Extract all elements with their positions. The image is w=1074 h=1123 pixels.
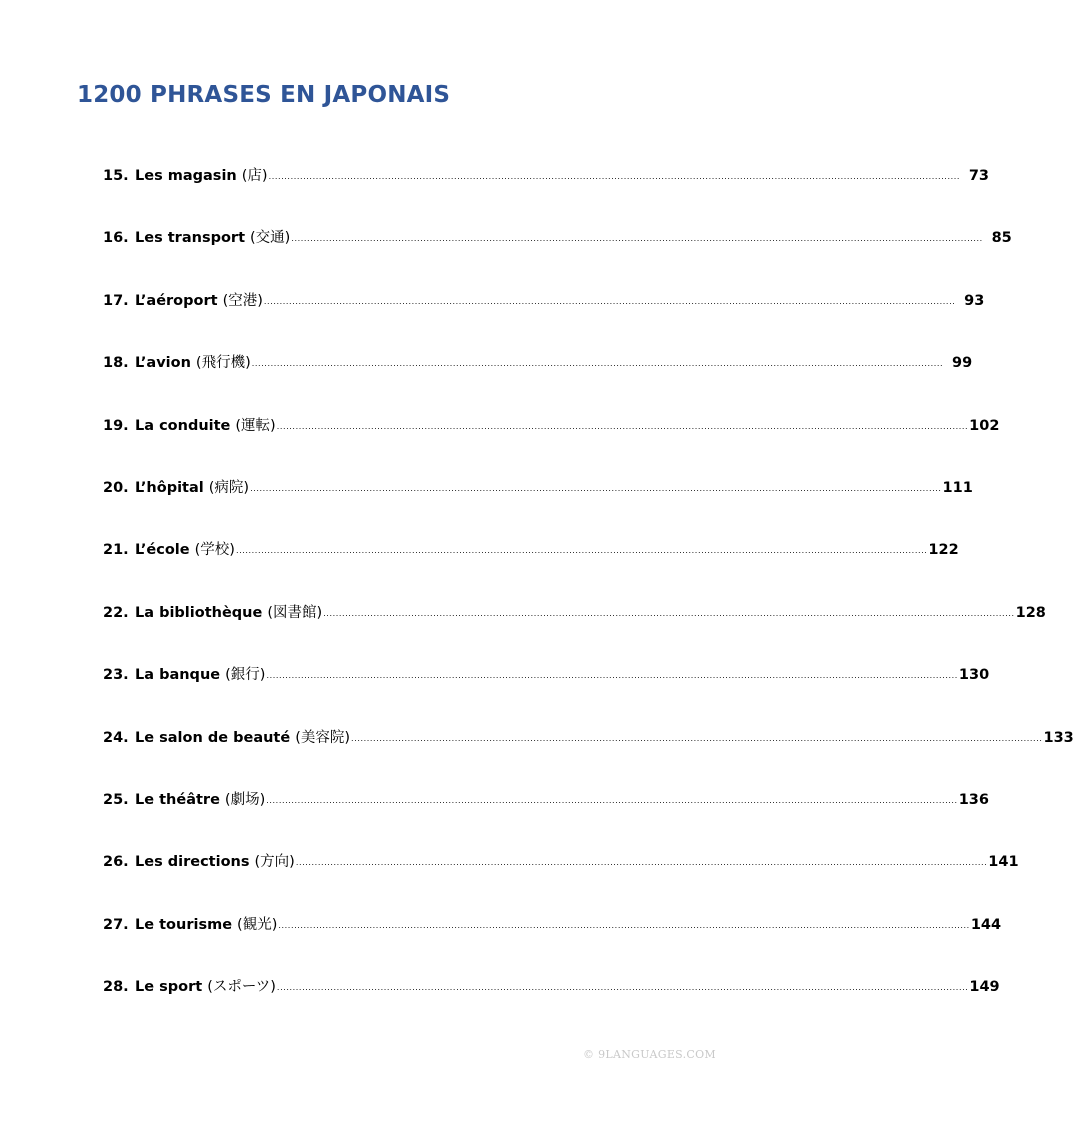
toc-entry-page: 130 (958, 667, 990, 684)
toc-entry-number: 21. (103, 542, 129, 559)
toc-entry-japanese: (学校) (194, 542, 235, 559)
toc-dot-leader: ............................................................................................................................................................................................................................ (323, 608, 1015, 618)
toc-entry-title: La bibliothèque (135, 604, 263, 621)
toc-entry-page: 111 (942, 479, 973, 496)
toc-entry-page: 141 (988, 854, 1019, 871)
toc-dot-leader: ............................................................................................................................................................................................................................ (266, 671, 958, 681)
toc-entry-17[interactable] (103, 285, 985, 347)
toc-dot-leader: ............................................................................................................................................................................................................................ (276, 421, 969, 431)
toc-entry-23[interactable] (103, 659, 990, 721)
toc-entry-number: 24. (103, 729, 129, 746)
toc-entry-number: 18. (103, 355, 129, 372)
toc-entry-page: 136 (958, 791, 989, 808)
toc-dot-leader: ............................................................................................................................................................................................................................ (263, 296, 956, 306)
toc-entry-page: 99 (952, 355, 973, 372)
toc-entry-japanese: (飛行機) (195, 355, 251, 372)
toc-entry-japanese: (銀行) (225, 667, 266, 684)
toc-entry-title: L’école (135, 542, 190, 559)
toc-entry-title: L’aéroport (135, 292, 218, 309)
toc-entry-20[interactable] (103, 472, 973, 534)
toc-entry-title: Le sport (135, 979, 203, 996)
toc-entry-number: 17. (103, 292, 129, 309)
toc-entry-22[interactable] (103, 597, 1046, 659)
toc-entry-number: 19. (103, 417, 129, 434)
toc-dot-leader: ............................................................................................................................................................................................................................ (251, 359, 944, 369)
toc-entry-title: Le théâtre (135, 791, 220, 808)
toc-entry-title: Le salon de beauté (135, 729, 291, 746)
table-of-contents (103, 160, 1074, 1033)
toc-entry-number: 22. (103, 604, 129, 621)
toc-entry-24[interactable] (103, 722, 1074, 784)
toc-entry-japanese: (スポーツ) (207, 979, 276, 996)
toc-entry-27[interactable] (103, 909, 1002, 971)
toc-entry-page: 149 (969, 979, 1000, 996)
toc-entry-japanese: (美容院) (295, 729, 351, 746)
toc-dot-leader: ............................................................................................................................................................................................................................ (351, 733, 1043, 743)
toc-entry-15[interactable] (103, 160, 990, 222)
toc-dot-leader: ............................................................................................................................................................................................................................ (250, 483, 942, 493)
toc-entry-number: 16. (103, 230, 129, 247)
toc-entry-japanese: (劇场) (224, 791, 266, 808)
toc-entry-japanese: (店) (241, 168, 268, 184)
toc-dot-leader: ............................................................................................................................................................................................................................ (295, 858, 988, 868)
page-title: 1200 PHRASES EN JAPONAIS (77, 82, 451, 108)
toc-entry-page: 93 (964, 292, 985, 309)
toc-entry-title: Le tourisme (135, 916, 233, 933)
toc-entry-16[interactable] (103, 222, 1012, 284)
toc-entry-japanese: (病院) (208, 479, 250, 496)
toc-entry-25[interactable] (103, 784, 989, 846)
toc-entry-page: 128 (1015, 604, 1046, 621)
toc-dot-leader: ............................................................................................................................................................................................................................ (235, 546, 928, 556)
toc-entry-19[interactable] (103, 410, 1000, 472)
toc-entry-page: 73 (968, 168, 990, 184)
toc-entry-number: 25. (103, 791, 129, 808)
toc-entry-number: 20. (103, 479, 129, 496)
toc-entry-26[interactable] (103, 846, 1019, 908)
toc-entry-28[interactable] (103, 971, 1000, 1033)
toc-entry-number: 28. (103, 979, 129, 996)
toc-dot-leader: ............................................................................................................................................................................................................................ (268, 172, 961, 181)
toc-dot-leader: ............................................................................................................................................................................................................................ (291, 234, 983, 244)
toc-entry-japanese: (方向) (254, 854, 295, 871)
toc-entry-page: 133 (1043, 729, 1074, 746)
toc-dot-leader: ............................................................................................................................................................................................................................ (278, 920, 970, 930)
toc-entry-page: 85 (991, 230, 1012, 247)
toc-entry-japanese: (運転) (235, 417, 276, 434)
toc-entry-japanese: (空港) (222, 292, 263, 309)
toc-entry-title: L’avion (135, 355, 191, 372)
toc-entry-title: La conduite (135, 417, 231, 434)
toc-entry-page: 144 (970, 916, 1002, 933)
toc-entry-page: 122 (928, 542, 959, 559)
toc-dot-leader: ............................................................................................................................................................................................................................ (266, 795, 958, 805)
toc-entry-number: 27. (103, 916, 129, 933)
toc-entry-21[interactable] (103, 534, 959, 596)
toc-entry-title: La banque (135, 667, 221, 684)
toc-entry-number: 26. (103, 854, 129, 871)
toc-entry-title: L’hôpital (135, 479, 204, 496)
toc-entry-number: 23. (103, 667, 129, 684)
copyright-footer: © 9LANGUAGES.COM (583, 1048, 716, 1061)
toc-entry-japanese: (図書館) (267, 604, 323, 621)
toc-entry-page: 102 (969, 417, 1000, 434)
toc-dot-leader: ............................................................................................................................................................................................................................ (276, 983, 969, 993)
toc-entry-title: Les directions (135, 854, 250, 871)
toc-entry-title: Les magasin (135, 168, 237, 184)
toc-entry-japanese: (観光) (237, 916, 278, 933)
toc-entry-18[interactable] (103, 347, 973, 409)
toc-entry-japanese: (交通) (250, 230, 291, 247)
toc-entry-number: 15. (103, 168, 129, 184)
toc-entry-title: Les transport (135, 230, 245, 247)
